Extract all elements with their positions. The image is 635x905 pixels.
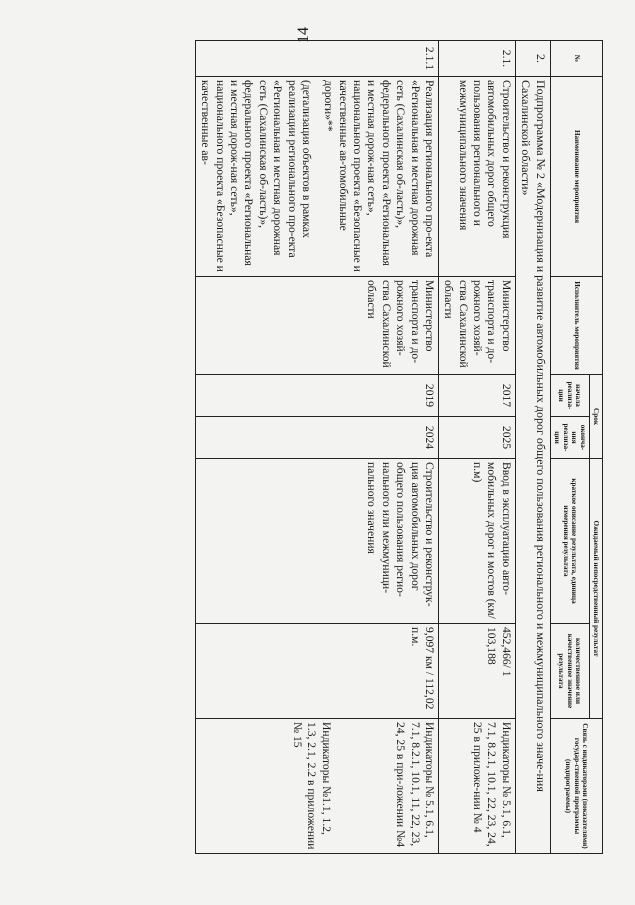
row-num: 2.1.1: [195, 41, 438, 77]
header-expected-desc: краткое описание результата, единица измерения результата: [550, 459, 589, 624]
table-row: [438, 41, 515, 854]
row-name-note: (детализация объектов в рамках реализации регионального про-екта «Региональная и местная дорожная сеть (Сахалинская об-ласть)», федерального проекта «Региональная и местная дорож-ная сеть», национального проекта «Безопасные и качественные ав-: [199, 80, 313, 272]
subprogram-num: 2.: [515, 41, 550, 77]
header-term-start: начала реализа-ции: [550, 375, 589, 417]
header-num: №: [550, 41, 602, 77]
header-term-end: оконча-ния реализа-ции: [550, 417, 589, 459]
subprogram-title: Подпрограмма № 2 «Модернизация и развитие автомобильных дорог общего пользования регионального и межмуниципального значе-ния Сахалинской области»: [515, 77, 550, 854]
header-executor: Исполнитель мероприятия: [550, 277, 602, 375]
row-start: 2017: [438, 375, 515, 417]
row-name: Строительство и реконструкция автомобильных дорог общего пользования регионального и межмуниципального значения: [438, 77, 515, 277]
row-link-cell: [195, 719, 438, 854]
header-name: Наименование мероприятия: [550, 77, 602, 277]
header-expected-value: количественное или качественное значение результата: [550, 624, 589, 719]
row-name: Реализация регионального про-екта «Региональная и местная дорожная сеть (Сахалинская об-ласть)», федерального проекта «Региональная и местная дорож-ная сеть», национального проекта «Безопасные и качественные ав-томобильные дороги»**: [322, 80, 436, 272]
header-link: Связь с индикаторами (показателями) государ-ственной программы (подпрограммы): [550, 719, 602, 854]
measures-table: [195, 40, 603, 854]
rotated-table-sheet: [38, 40, 603, 853]
header-term: Срок: [589, 375, 602, 459]
page-number: 14: [295, 27, 312, 43]
row-result-value: 452,466/ 1 103,188: [438, 624, 515, 719]
row-link-2: Индикаторы №1.1, 1.2, 1.3, 2.1, 2.2 в приложении № 15: [291, 722, 333, 850]
row-executor: Министерство транспорта и до-рожного хозяй-ства Сахалинской области: [195, 277, 438, 375]
row-result-desc: Строительство и реконструк-ция автомобильных дорог общего пользования регио-нального или межмуници-пального значения: [195, 459, 438, 624]
row-link: Индикаторы № 5.1, 6.1, 7.1, 8.2.1, 10.1, 22, 23, 24, 25 в приложе-нии № 4: [438, 719, 515, 854]
row-name-cell: [195, 77, 438, 277]
row-result-value: 9,097 км / 112,02 п.м.: [195, 624, 438, 719]
header-row-1: [589, 41, 602, 854]
row-executor: Министерство транспорта и до-рожного хозяй-ства Сахалинской области: [438, 277, 515, 375]
subprogram-row: [515, 41, 550, 854]
row-end: 2025: [438, 417, 515, 459]
row-start: 2019: [195, 375, 438, 417]
row-result-desc: Ввод в эксплуатацию авто-мобильных дорог и мостов (км/п.м): [438, 459, 515, 624]
row-link: Индикаторы № 5.1, 6.1, 7.1, 8.2.1, 10.1, 11, 22, 23, 24, 25 в при-ложении №4: [394, 722, 436, 847]
row-num: 2.1.: [438, 41, 515, 77]
header-expected: Ожидаемый непосредственный результат: [589, 459, 602, 719]
table-row: [195, 41, 438, 854]
row-end: 2024: [195, 417, 438, 459]
